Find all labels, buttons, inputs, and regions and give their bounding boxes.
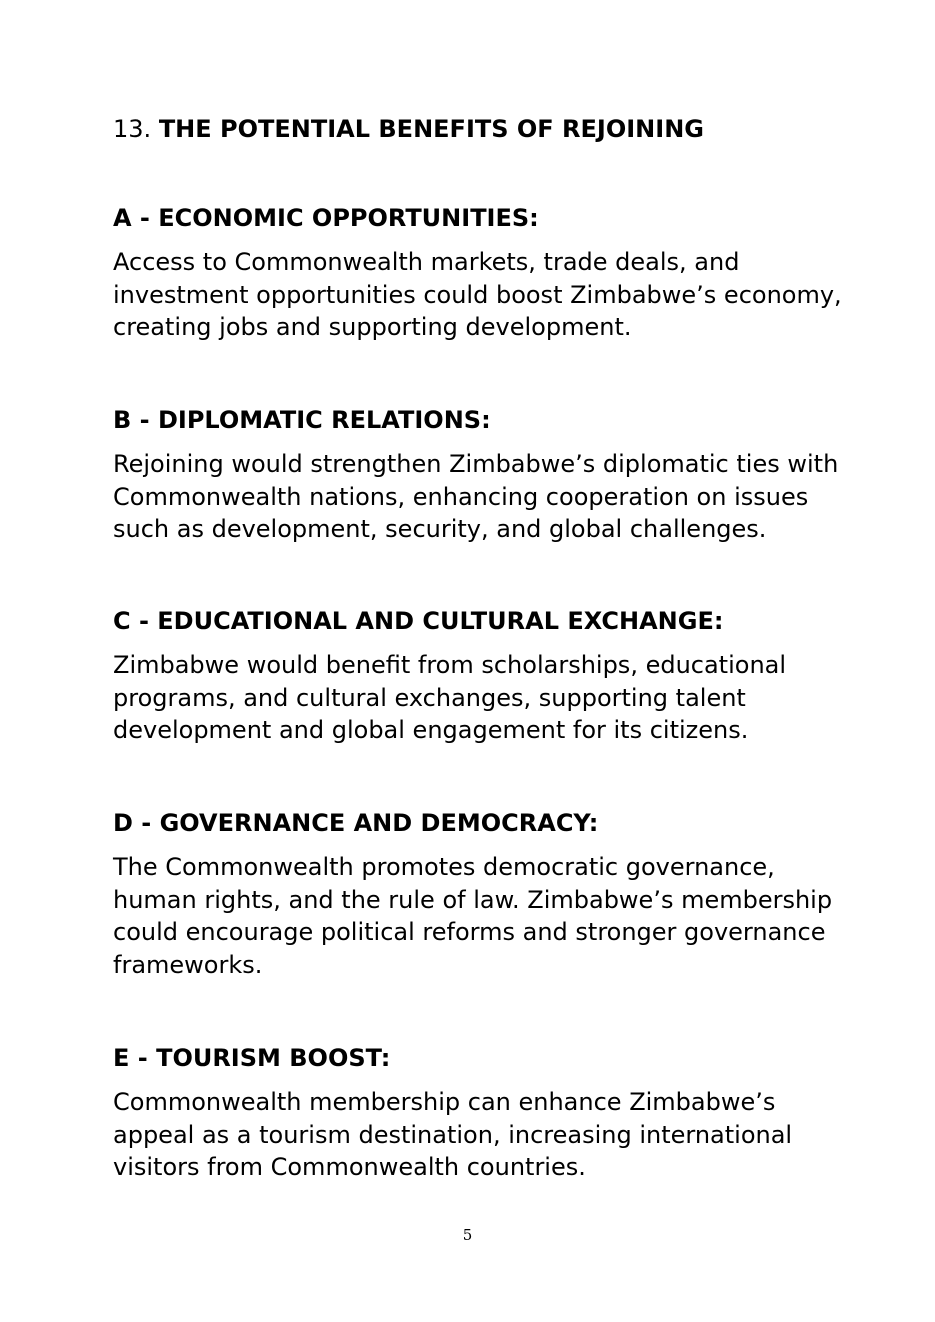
heading-number: 13. (113, 115, 152, 143)
section-heading: D - GOVERNANCE AND DEMOCRACY: (113, 809, 599, 837)
section-heading: E - TOURISM BOOST: (113, 1044, 391, 1072)
section-diplomatic-relations (113, 404, 853, 546)
section-body: Access to Commonwealth markets, trade deals, and investment opportunities could boost Zimbabwe’s economy, creating jobs and supporting development. (113, 248, 842, 342)
section-body: Zimbabwe would benefit from scholarships, educational programs, and cultural exchanges, supporting talent development and global engagement for its citizens. (113, 651, 787, 745)
section-body: The Commonwealth promotes democratic governance, human rights, and the rule of law. Zimbabwe’s membership could encourage political reforms and stronger governance frameworks. (113, 853, 833, 979)
page-number: 5 (462, 1226, 473, 1244)
heading-text: THE POTENTIAL BENEFITS OF REJOINING (158, 115, 704, 143)
section-heading: A - ECONOMIC OPPORTUNITIES: (113, 204, 539, 232)
section-tourism-boost (113, 1042, 853, 1184)
document-heading (113, 113, 704, 145)
section-economic-opportunities (113, 202, 853, 344)
section-governance-democracy (113, 807, 853, 981)
section-heading: C - EDUCATIONAL AND CULTURAL EXCHANGE: (113, 607, 724, 635)
section-body: Rejoining would strengthen Zimbabwe’s diplomatic ties with Commonwealth nations, enhancing cooperation on issues such as development, security, and global challenges. (113, 450, 839, 544)
section-educational-cultural-exchange (113, 605, 853, 747)
section-body: Commonwealth membership can enhance Zimbabwe’s appeal as a tourism destination, increasing international visitors from Commonwealth countries. (113, 1088, 793, 1182)
section-heading: B - DIPLOMATIC RELATIONS: (113, 406, 491, 434)
